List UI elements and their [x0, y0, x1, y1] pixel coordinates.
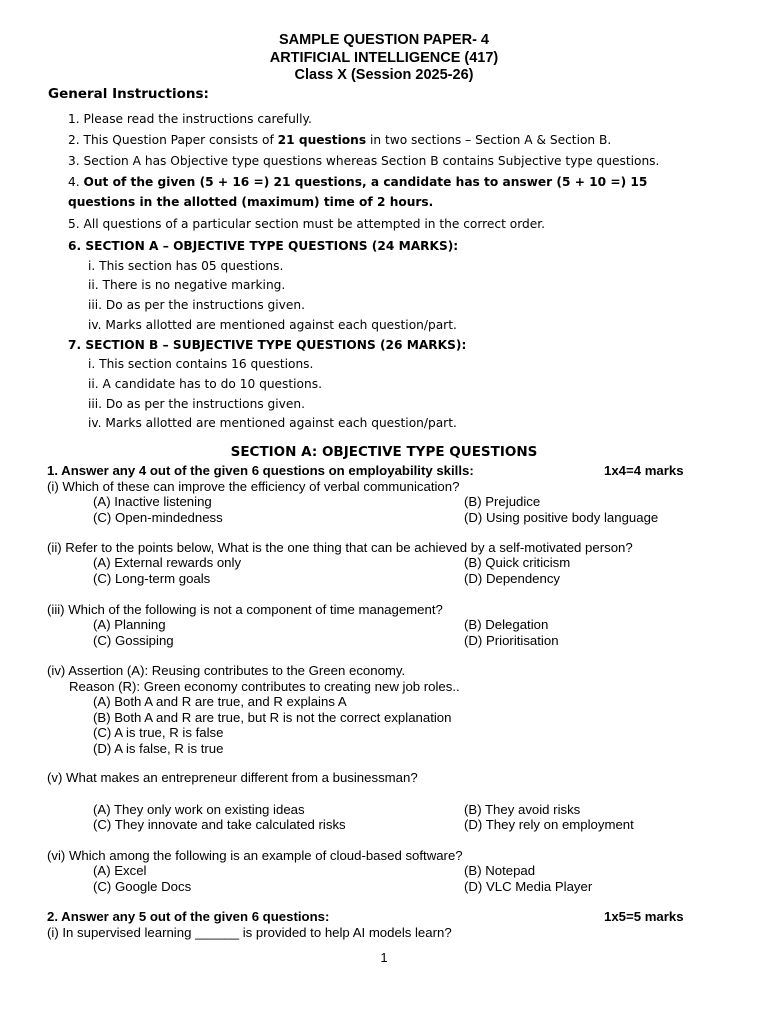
instruction-1: 1. Please read the instructions carefully. — [68, 112, 312, 126]
instruction-7-ii: ii. A candidate has to do 10 questions. — [88, 377, 322, 391]
instruction-6-i: i. This section has 05 questions. — [88, 259, 284, 273]
instruction-7-iii: iii. Do as per the instructions given. — [88, 397, 305, 411]
question-1-iii: (iii) Which of the following is not a component of time management? — [47, 602, 443, 617]
option-b: (B) Notepad — [464, 863, 536, 878]
option-d: (D) Prioritisation — [464, 633, 559, 648]
question-1-v: (v) What makes an entrepreneur different from a businessman? — [47, 770, 418, 785]
question-2-i: (i) In supervised learning ______ is provided to help AI models learn? — [47, 925, 452, 940]
option-d: (D) VLC Media Player — [464, 879, 593, 894]
option-d: (D) Using positive body language — [464, 510, 659, 525]
option-a: (A) Inactive listening — [93, 494, 212, 509]
option-a: (A) Planning — [93, 617, 166, 632]
option-b: (B) Both A and R are true, but R is not the correct explanation — [93, 710, 452, 725]
option-c: (C) Long-term goals — [93, 571, 211, 586]
class-session: Class X (Session 2025-26) — [294, 67, 474, 83]
instruction-5: 5. All questions of a particular section must be attempted in the correct order. — [68, 217, 546, 231]
option-b: (B) Delegation — [464, 617, 549, 632]
instruction-6: 6. SECTION A – OBJECTIVE TYPE QUESTIONS (24 MARKS): — [68, 239, 459, 253]
option-a: (A) They only work on existing ideas — [93, 802, 305, 817]
instruction-6-ii: ii. There is no negative marking. — [88, 278, 286, 292]
option-b: (B) They avoid risks — [464, 802, 581, 817]
option-c: (C) Google Docs — [93, 879, 192, 894]
instruction-7-i: i. This section contains 16 questions. — [88, 357, 314, 371]
option-c: (C) Gossiping — [93, 633, 174, 648]
option-d: (D) Dependency — [464, 571, 561, 586]
option-a: (A) External rewards only — [93, 555, 242, 570]
subject-title: ARTIFICIAL INTELLIGENCE (417) — [269, 50, 499, 66]
page-number: 1 — [380, 950, 388, 965]
instruction-7: 7. SECTION B – SUBJECTIVE TYPE QUESTIONS (26 MARKS): — [68, 338, 467, 352]
question-1-i: (i) Which of these can improve the efficiency of verbal communication? — [47, 479, 460, 494]
instruction-3: 3. Section A has Objective type questions whereas Section B contains Subjective type questions. — [68, 154, 660, 168]
paper-title: SAMPLE QUESTION PAPER- 4 — [278, 32, 489, 48]
option-b: (B) Prejudice — [464, 494, 541, 509]
option-b: (B) Quick criticism — [464, 555, 571, 570]
instruction-6-iv: iv. Marks allotted are mentioned against each question/part. — [88, 318, 457, 332]
option-c: (C) Open-mindedness — [93, 510, 223, 525]
instruction-6-iii: iii. Do as per the instructions given. — [88, 298, 305, 312]
question-1-iv-assertion: (iv) Assertion (A): Reusing contributes to the Green economy. — [47, 663, 406, 678]
question-1-vi: (vi) Which among the following is an example of cloud-based software? — [47, 848, 463, 863]
general-instructions-heading: General Instructions: — [48, 86, 209, 102]
question-1-heading: 1. Answer any 4 out of the given 6 questions on employability skills: — [47, 463, 474, 478]
question-1-iv-reason: Reason (R): Green economy contributes to creating new job roles.. — [69, 679, 460, 694]
instruction-4: 4. Out of the given (5 + 16 =) 21 questions, a candidate has to answer (5 + 10 =) 15 questions in the allotted (maximum) time of 2 hours. — [68, 175, 648, 209]
question-2-marks: 1x5=5 marks — [604, 909, 684, 924]
question-1-marks: 1x4=4 marks — [604, 463, 684, 478]
option-d: (D) They rely on employment — [464, 817, 634, 832]
section-a-heading: SECTION A: OBJECTIVE TYPE QUESTIONS — [230, 444, 538, 460]
option-c: (C) They innovate and take calculated risks — [93, 817, 346, 832]
instruction-7-iv: iv. Marks allotted are mentioned against each question/part. — [88, 416, 457, 430]
option-c: (C) A is true, R is false — [93, 725, 224, 740]
instruction-2: 2. This Question Paper consists of 21 questions in two sections – Section A & Section B. — [68, 133, 612, 147]
option-d: (D) A is false, R is true — [93, 741, 224, 756]
question-2-heading: 2. Answer any 5 out of the given 6 questions: — [47, 909, 330, 924]
option-a: (A) Both A and R are true, and R explains A — [93, 694, 347, 709]
question-1-ii: (ii) Refer to the points below, What is the one thing that can be achieved by a self-motivated person? — [47, 540, 633, 555]
option-a: (A) Excel — [93, 863, 147, 878]
